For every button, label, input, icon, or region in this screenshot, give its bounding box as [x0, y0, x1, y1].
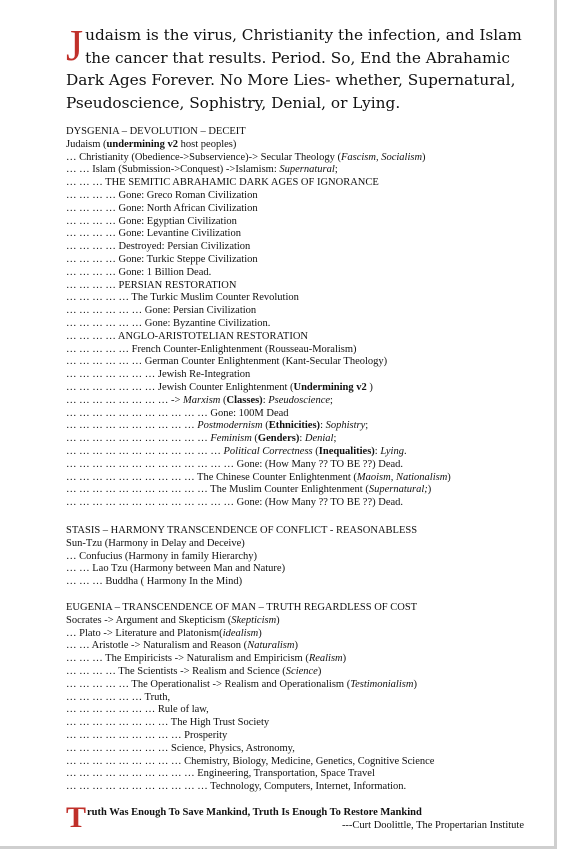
outline-line [66, 395, 536, 408]
line-segment: : [299, 433, 305, 445]
line-segment: Undermining v2 [293, 381, 367, 393]
line-segment: ) [413, 678, 417, 690]
line-segment: Supernatural; [368, 484, 428, 496]
line-segment: … … … … … … … … … … … … … Gone: (How Many ?? TO BE ??) Dead. [66, 458, 404, 470]
line-segment: Postmodernism [197, 420, 263, 432]
line-segment: … … … … … … … Jewish Counter Enlightenment ( [66, 381, 294, 393]
line-segment: … … … … … … … … … … … Gone: 100M Dead [66, 407, 289, 419]
line-segment: ( [251, 433, 258, 445]
line-segment: … … … … … … German Counter Enlightenment (Kant-Secular Theology) [66, 356, 388, 368]
outline-line [66, 292, 536, 305]
outline-line [66, 472, 536, 485]
outline-line [66, 152, 536, 165]
line-segment: Lying [380, 445, 404, 457]
line-segment: ) [294, 640, 298, 652]
line-segment: Testimonialism [350, 678, 414, 690]
outline-line [66, 730, 536, 743]
line-segment: Judaism ( [66, 138, 107, 150]
outline-line [66, 241, 536, 254]
line-segment: Maoism, Nationalism [356, 471, 448, 483]
line-segment: ) [427, 484, 432, 496]
outline-line [66, 484, 536, 497]
line-segment: Feminism [210, 433, 252, 445]
outline-line [66, 356, 536, 369]
line-segment: undermining v2 [106, 138, 179, 150]
line-segment: … … … … … … … … … … … Technology, Computers, Internet, Information. [66, 781, 407, 793]
outline-line [66, 576, 536, 589]
outline-line [66, 190, 536, 203]
outline-line [66, 446, 536, 459]
line-segment: Political Correctness [223, 445, 313, 457]
line-segment: Marxism [183, 394, 221, 406]
line-segment: … … … … Gone: 1 Billion Dead. [66, 266, 212, 278]
line-segment: … … … … … … … … … … … The Muslim Counter Enlightenment ( [66, 484, 369, 496]
outline-line [66, 331, 536, 344]
outline-line [66, 254, 536, 267]
headline [66, 21, 536, 114]
line-segment: ; [365, 420, 369, 432]
line-segment: … … … … … The Operationalist -> Realism and Operationalism ( [66, 678, 351, 690]
outline-line [66, 280, 536, 293]
line-segment: … … … … … … … … … Prosperity [66, 729, 228, 741]
line-segment: … … … … Gone: Turkic Steppe Civilization [66, 253, 258, 265]
line-segment: Science [285, 665, 318, 677]
outline-line [66, 563, 536, 576]
line-segment: … … … … … … … … … … [66, 420, 198, 432]
line-segment: ) [317, 665, 322, 677]
line-segment: Denial [304, 433, 334, 445]
line-segment: DYSGENIA – DEVOLUTION – DECEIT [66, 126, 246, 137]
line-segment: … … … … … … Truth, [66, 691, 171, 703]
section-eugenia [66, 602, 536, 794]
line-segment: . [403, 445, 407, 457]
outline-line [66, 640, 536, 653]
line-segment: … … … … Gone: North African Civilization [66, 202, 258, 214]
outline-line [66, 679, 536, 692]
line-segment: … Christianity (Obedience->Subservience)-> Secular Theology ( [66, 151, 341, 163]
line-segment: ) [447, 471, 451, 483]
outline-line [66, 267, 536, 280]
outline-line [66, 420, 536, 433]
line-segment: … … Lao Tzu (Harmony between Man and Nature) [66, 563, 286, 575]
outline-line [66, 459, 536, 472]
line-segment: … … … … … … … … … … The Chinese Counter Enlightenment ( [66, 471, 357, 483]
section-heading [66, 602, 536, 615]
section-stasis [66, 525, 536, 589]
outline-line [66, 781, 536, 794]
line-segment: Inequalities) [318, 445, 375, 457]
line-segment: … … … … ANGLO-ARISTOTELIAN RESTORATION [66, 330, 308, 342]
line-segment: ; [330, 394, 333, 406]
line-segment: … … … … Gone: Levantine Civilization [66, 228, 241, 240]
outline-line [66, 318, 536, 331]
outline-line [66, 756, 536, 769]
outline-line [66, 344, 536, 357]
line-segment: … … … … … … … … … … … [66, 433, 211, 445]
outline-line [66, 615, 536, 628]
outline-line [66, 717, 536, 730]
outline-line [66, 177, 536, 190]
line-segment: … … … … … … Gone: Byzantine Civilization. [66, 317, 271, 329]
line-segment: Pseudoscience [268, 394, 331, 406]
line-segment: … … Aristotle -> Naturalism and Reason ( [66, 640, 248, 652]
line-segment: ) [342, 653, 347, 665]
line-segment: Naturalism [247, 640, 295, 652]
outline-line [66, 653, 536, 666]
line-segment: host peoples) [178, 138, 237, 150]
outline-line [66, 203, 536, 216]
line-segment: ; [334, 164, 338, 176]
line-segment: … … … … … … Gone: Persian Civilization [66, 305, 257, 317]
line-segment: ; [333, 433, 337, 445]
line-segment: … … … … … The Turkic Muslim Counter Revolution [66, 292, 299, 304]
line-segment: … … … … … … … Jewish Re-Integration [66, 369, 251, 381]
line-segment: … … … … … … … … … … … … … Gone: (How Many ?? TO BE ??) Dead. [66, 497, 404, 509]
line-segment: … … … … … French Counter-Enlightenment (Rousseau-Moralism) [66, 343, 357, 355]
outline-line [66, 164, 536, 177]
line-segment: ) [366, 381, 373, 393]
outline-line [66, 382, 536, 395]
line-segment: : [374, 445, 381, 457]
line-segment: EUGENIA – TRANSCENDENCE OF MAN – TRUTH REGARDLESS OF COST [66, 602, 418, 613]
outline-line [66, 538, 536, 551]
footer [66, 801, 536, 834]
outline-line [66, 408, 536, 421]
outline-line [66, 139, 536, 152]
line-segment: … … … … … … … … … Chemistry, Biology, Medicine, Genetics, Cognitive Science [66, 755, 435, 767]
line-segment: Realism [308, 653, 343, 665]
line-segment: … … … … … … … … Science, Physics, Astronomy, [66, 742, 295, 754]
line-segment: … … … … … … … … … … … … [66, 445, 224, 457]
line-segment: ) [422, 151, 426, 163]
section-heading [66, 525, 536, 538]
outline-line [66, 768, 536, 781]
line-segment: : [320, 420, 326, 432]
line-segment: Socrates -> Argument and Skepticism ( [66, 614, 232, 626]
headline-dropcap: J [66, 21, 84, 70]
line-segment: … … … … … … … Rule of law, [66, 704, 209, 716]
line-segment: … … … … … … … … … … Engineering, Transportation, Space Travel [66, 768, 375, 780]
outline-line [66, 228, 536, 241]
line-segment: STASIS – HARMONY TRANSCENDENCE OF CONFLICT - REASONABLESS [66, 525, 418, 536]
outline-line [66, 216, 536, 229]
outline-line [66, 305, 536, 318]
section-dysgenia [66, 126, 536, 510]
line-segment: Skepticism [231, 614, 277, 626]
line-segment: Classes) [226, 394, 263, 406]
line-segment: Supernatural [279, 164, 335, 176]
outline-line [66, 666, 536, 679]
footer-attribution: ---Curt Doolittle, The Propertarian Institute [341, 820, 524, 831]
line-segment: … … … … Destroyed: Persian Civilization [66, 241, 251, 253]
line-segment: … … Islam (Submission->Conquest) ->Islamism: [66, 164, 280, 176]
outline-line [66, 369, 536, 382]
line-segment: … … … Buddha ( Harmony In the Mind) [66, 576, 243, 588]
line-segment: … … … … PERSIAN RESTORATION [66, 279, 237, 291]
line-segment: Fascism, Socialism [340, 151, 423, 163]
line-segment: … Plato -> Literature and Platonism( [66, 627, 223, 639]
line-segment: … Confucius (Harmony in family Hierarchy) [66, 550, 257, 562]
line-segment: idealism [222, 627, 259, 639]
line-segment: Sun-Tzu (Harmony in Delay and Deceive) [66, 537, 245, 549]
line-segment: … … … … Gone: Egyptian Civilization [66, 215, 237, 227]
line-segment: ) [258, 627, 262, 639]
line-segment: : [262, 394, 269, 406]
line-segment: … … … THE SEMITIC ABRAHAMIC DARK AGES OF IGNORANCE [66, 177, 379, 189]
line-segment: … … … … … … … … -> [66, 394, 184, 406]
outline-line [66, 497, 536, 510]
line-segment: … … … … The Scientists -> Realism and Science ( [66, 665, 286, 677]
outline-line [66, 704, 536, 717]
section-heading [66, 126, 536, 139]
headline-text: udaism is the virus, Christianity the infection, and Islam the cancer that results. Period. So, End the Abrahamic Dark Ages Forever. No More Lies- whether, Supernatural, Pseudoscience, Sophistry, Denial, or Lying. [66, 26, 522, 112]
outline-line [66, 551, 536, 564]
line-segment: Genders) [257, 433, 300, 445]
line-segment: ( [312, 445, 319, 457]
outline-line [66, 743, 536, 756]
line-segment: … … … … Gone: Greco Roman Civilization [66, 189, 258, 201]
outline-line [66, 433, 536, 446]
line-segment: ( [262, 420, 269, 432]
line-segment: … … … … … … … … The High Trust Society [66, 717, 270, 729]
line-segment: … … … The Empiricists -> Naturalism and Empiricism ( [66, 653, 309, 665]
footer-text: ruth Was Enough To Save Mankind, Truth Is Enough To Restore Mankind [87, 807, 422, 818]
outline-line [66, 692, 536, 705]
line-segment: ) [276, 614, 280, 626]
footer-dropcap: T [66, 801, 87, 834]
outline-line [66, 628, 536, 641]
line-segment: ( [220, 394, 227, 406]
line-segment: Ethnicities) [268, 420, 321, 432]
line-segment: Sophistry [325, 420, 366, 432]
